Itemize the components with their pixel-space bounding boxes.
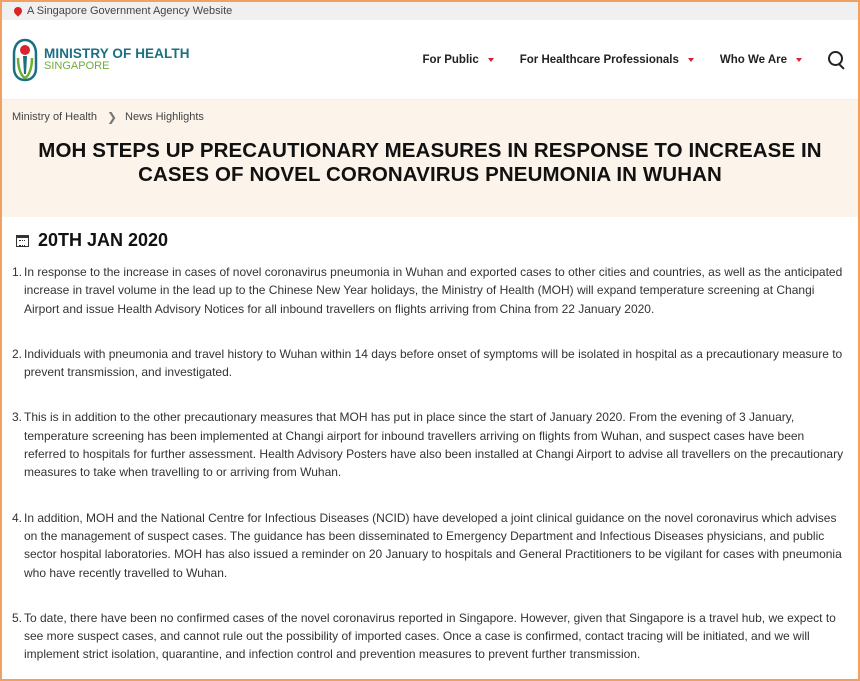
paragraph-text: To date, there have been no confirmed cases of the novel coronavirus reported in Singapore. However, given that Singapore is a travel hub, we expect to see more suspect cases, and cannot rule out the possibility of imported cases. Once a case is confirmed, contact tracing will be initiated, and we will implement strict isolation, quarantine, and infection control and prevention measures to prevent further transmission.: [24, 610, 836, 662]
site-header: [2, 20, 858, 100]
nav-label: For Healthcare Professionals: [519, 53, 679, 66]
article-paragraph: [12, 408, 848, 481]
paragraph-number: 2.: [12, 346, 23, 361]
paragraph-number: 5.: [12, 610, 23, 625]
search-icon[interactable]: [828, 51, 846, 69]
article-paragraph: [12, 509, 848, 582]
paragraph-text: This is in addition to the other precautionary measures that MOH has put in place since the start of January 2020. From the evening of 3 January, temperature screening has been implemented at Changi airport for inbound travellers arriving on flights from Wuhan, and suspect cases have been referred to hospitals for further assessment. Health Advisory Posters have also been installed at Changi Airport to advise all travellers on the precautionary measures to take when travelling to or arriving from Wuhan.: [24, 410, 844, 480]
paragraph-number: 4.: [12, 510, 23, 525]
chevron-down-icon: [796, 58, 802, 62]
logo-title: MINISTRY OF HEALTH: [44, 45, 190, 61]
logo-subtitle: SINGAPORE: [44, 59, 110, 72]
nav-label: For Public: [422, 53, 479, 66]
main-nav: [397, 51, 846, 69]
nav-for-public[interactable]: [423, 54, 494, 66]
article-date-row: [12, 230, 848, 251]
breadcrumb-home-link[interactable]: Ministry of Health: [12, 111, 97, 123]
breadcrumb-current: News Highlights: [125, 111, 204, 123]
article-date: 20TH JAN 2020: [38, 230, 169, 250]
moh-logo[interactable]: [12, 38, 190, 82]
article-paragraph: [12, 263, 848, 318]
calendar-icon: [16, 235, 29, 247]
chevron-down-icon: [488, 58, 494, 62]
page-title: MOH STEPS UP PRECAUTIONARY MEASURES IN RESPONSE TO INCREASE IN CASES OF NOVEL CORONAVIRUS PNEUMONIA IN WUHAN: [38, 139, 822, 186]
article-paragraph: [12, 345, 848, 382]
paragraph-number: 3.: [12, 410, 23, 425]
moh-emblem-icon: [12, 38, 38, 82]
gov-bar-text: A Singapore Government Agency Website: [27, 5, 233, 17]
paragraph-text: In response to the increase in cases of novel coronavirus pneumonia in Wuhan and exported cases to other cities and countries, as well as the anticipated increase in travel volume in the lead up to the Chinese New Year holidays, the Ministry of Health (MOH) will expand temperature screening at Changi Airport and issue Health Advisory Notices for all inbound travellers on flights arriving from China from 22 January 2020.: [24, 265, 843, 316]
chevron-down-icon: [688, 58, 694, 62]
title-band: [2, 100, 858, 217]
paragraph-text: Individuals with pneumonia and travel history to Wuhan within 14 days before onset of symptoms will be isolated in hospital as a precautionary measure to prevent transmission, and investigated.: [24, 346, 843, 380]
gov-bar: [2, 2, 858, 20]
lion-head-icon: [12, 5, 23, 16]
paragraph-number: 1.: [12, 265, 23, 279]
article-paragraph: [12, 609, 848, 664]
article-content: [2, 217, 858, 664]
breadcrumb: [12, 100, 848, 124]
nav-for-healthcare-professionals[interactable]: [520, 54, 694, 66]
chevron-right-icon: ❯: [106, 110, 118, 124]
nav-label: Who We Are: [719, 53, 787, 66]
paragraph-text: In addition, MOH and the National Centre for Infectious Diseases (NCID) have developed a joint clinical guidance on the novel coronavirus which advises on the management of suspect cases. The guidance has been disseminated to Emergency Department and Infectious Diseases physicians, and public sector hospital laboratories. MOH has also issued a reminder on 20 January to hospitals and General Practitioners to be vigilant for cases with pneumonia who have recently travelled to Wuhan.: [24, 510, 842, 580]
nav-who-we-are[interactable]: [720, 54, 802, 66]
